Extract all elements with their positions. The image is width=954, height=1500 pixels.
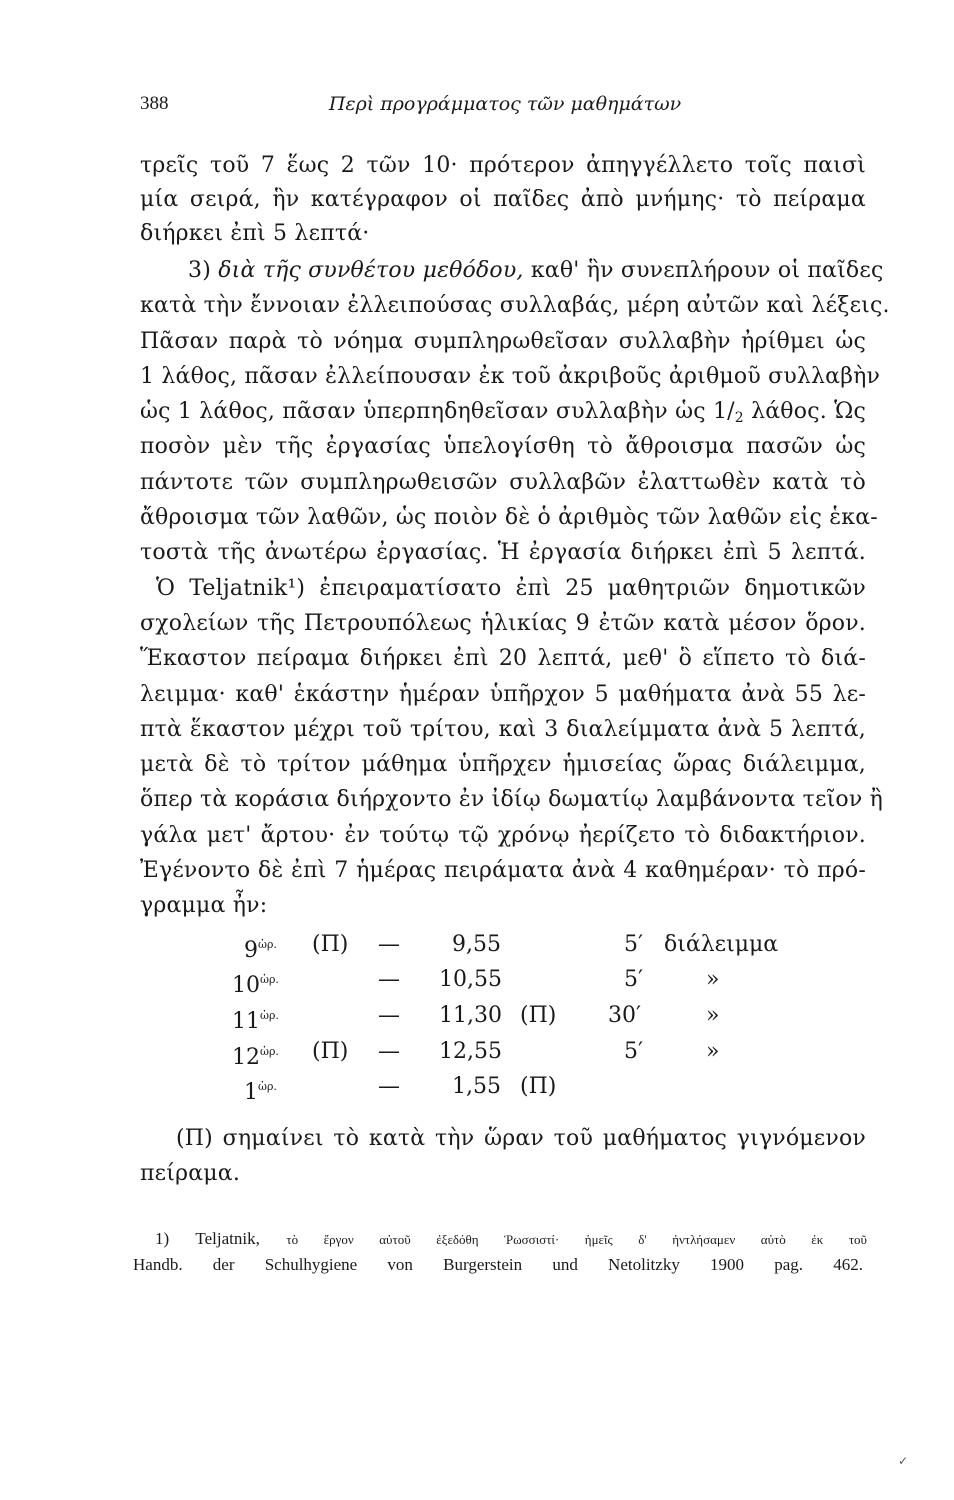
- schedule-hour: $12^{ὡ\rho.}$: [232, 1045, 279, 1070]
- body-line-17: πτὰ ἕκαστον μέχρι τοῦ τρίτου, καὶ 3 διαλείμματα ἀνὰ 5 λεπτά,: [140, 717, 866, 742]
- schedule-time: 12,55: [439, 1039, 502, 1064]
- legend-line-2: πείραμα.: [140, 1161, 241, 1186]
- fraction-num: 1: [712, 399, 728, 424]
- corner-mark: ✓: [898, 1454, 909, 1468]
- schedule-hour: $9^{ὡ\rho.}$: [244, 938, 277, 963]
- body-line-11: ἄθροισμα τῶν λαθῶν, ὡς ποιὸν δὲ ὁ ἀριθμὸς τῶν λαθῶν εἰς ἑκα-: [140, 505, 878, 530]
- schedule-dash: —: [378, 1074, 400, 1099]
- body-line-22: γραμμα ἦν:: [140, 893, 268, 918]
- footnote-line-1: [155, 1226, 867, 1252]
- page-number: 388: [140, 93, 169, 114]
- method-name: διὰ τῆς συνθέτου μεθόδου,: [218, 258, 524, 283]
- body-line-4: [188, 254, 884, 288]
- schedule-hour: $1^{ὡ\rho.}$: [244, 1080, 277, 1105]
- body-line-15: Ἕκαστον πείραμα διήρκει ἐπὶ 20 λεπτά, μεθ' ὃ εἵπετο τὸ διά-: [140, 646, 866, 671]
- item-text: καθ' ἣν συνεπλήρουν οἱ παῖδες: [523, 258, 884, 283]
- schedule-mark: (Π): [520, 1003, 557, 1028]
- fraction-half: [713, 399, 744, 424]
- body-line-7: 1 λάθος, πᾶσαν ἐλλείπουσαν ἐκ τοῦ ἀκριβοῦς ἀριθμοῦ συλλαβὴν: [140, 364, 881, 389]
- body-line-1: τρεῖς τοῦ 7 ἕως 2 τῶν 10· πρότερον ἀπηγγέλλετο τοῖς παισὶ: [140, 153, 866, 178]
- body-line-21: Ἐγένοντο δὲ ἐπὶ 7 ἡμέρας πειράματα ἀνὰ 4 καθημέραν· τὸ πρό-: [140, 858, 866, 883]
- schedule-dash: —: [378, 1039, 400, 1064]
- footnote-marker: 1) Teljatnik,: [155, 1229, 260, 1248]
- footnote-line-2: Handb. der Schulhygiene von Burgerstein und Netolitzky 1900 pag. 462.: [133, 1255, 863, 1274]
- schedule-break: 5′: [624, 1039, 643, 1064]
- body-line-3: διήρκει ἐπὶ 5 λεπτά·: [140, 221, 370, 246]
- body-line-16: λειμμα· καθ' ἑκάστην ἡμέραν ὑπῆρχον 5 μαθήματα ἀνὰ 55 λε-: [140, 682, 866, 707]
- body-line-19: ὅπερ τὰ κοράσια διήρχοντο ἐν ἰδίῳ δωματίῳ λαμβάνοντα τεῖον ἢ: [140, 787, 884, 812]
- legend-line-1: (Π) σημαίνει τὸ κατὰ τὴν ὥραν τοῦ μαθήματος γιγνόμενον: [176, 1126, 866, 1151]
- schedule-time: 11,30: [439, 1003, 502, 1028]
- running-title: Περὶ προγράμματος τῶν μαθημάτων: [328, 93, 682, 115]
- schedule-hour: $11^{ὡ\rho.}$: [232, 1009, 279, 1034]
- fraction-slash: /: [727, 399, 735, 424]
- body-line-9: ποσὸν μὲν τῆς ἐργασίας ὑπελογίσθη τὸ ἄθροισμα πασῶν ὡς: [140, 434, 866, 459]
- schedule-break: 30′: [608, 1003, 641, 1028]
- page-header: [140, 93, 870, 123]
- line-8-text: ὡς 1 λάθος, πᾶσαν ὑπερπηδηθεῖσαν συλλαβὴν ὡς: [140, 399, 713, 424]
- body-line-10: πάντοτε τῶν συμπληρωθεισῶν συλλαβῶν ἐλαττωθὲν κατὰ τὸ: [140, 470, 866, 495]
- schedule-dash: —: [378, 932, 400, 957]
- body-line-20: γάλα μετ' ἄρτου· ἐν τούτῳ τῷ χρόνῳ ἠερίζετο τὸ διδακτήριον.: [140, 823, 866, 848]
- item-number: 3): [188, 258, 219, 283]
- footnote-greek: τὸ ἔργον αὐτοῦ ἐξεδόθη Ῥωσσιστί· ἡμεῖς δ' ἠντλήσαμεν αὐτὸ ἐκ τοῦ: [286, 1232, 867, 1247]
- body-line-14: σχολείων τῆς Πετρουπόλεως ἡλικίας 9 ἐτῶν κατὰ μέσον ὅρον.: [140, 611, 866, 636]
- schedule-mark: (Π): [312, 1039, 349, 1064]
- schedule-kind: »: [706, 1039, 720, 1064]
- schedule-mark: (Π): [520, 1074, 557, 1099]
- body-line-12: τοστὰ τῆς ἀνωτέρω ἐργασίας. Ἡ ἐργασία διήρκει ἐπὶ 5 λεπτά.: [140, 540, 866, 565]
- schedule-break: 5′: [624, 932, 643, 957]
- body-line-13: Ὁ Teljatnik¹) ἐπειραματίσατο ἐπὶ 25 μαθητριῶν δημοτικῶν: [156, 576, 866, 601]
- schedule-dash: —: [378, 1003, 400, 1028]
- schedule-time: 10,55: [439, 967, 502, 992]
- body-line-8: [140, 395, 866, 429]
- body-line-2: μία σειρά, ἣν κατέγραφον οἱ παῖδες ἀπὸ μνήμης· τὸ πείραμα: [140, 187, 866, 212]
- fraction-den: 2: [734, 410, 744, 426]
- schedule-kind: διάλειμμα: [664, 932, 779, 957]
- line-8-end: λάθος. Ὡς: [743, 399, 866, 424]
- schedule-kind: »: [706, 1003, 720, 1028]
- body-line-18: μετὰ δὲ τὸ τρίτον μάθημα ὑπῆρχεν ἡμισείας ὥρας διάλειμμα,: [140, 752, 866, 777]
- body-line-5: κατὰ τὴν ἔννοιαν ἐλλειπούσας συλλαβάς, μέρη αὐτῶν καὶ λέξεις.: [140, 293, 890, 318]
- schedule-break: 5′: [624, 967, 643, 992]
- schedule-kind: »: [706, 967, 720, 992]
- schedule-time: 1,55: [452, 1074, 501, 1099]
- schedule-mark: (Π): [312, 932, 349, 957]
- body-line-6: Πᾶσαν παρὰ τὸ νόημα συμπληρωθεῖσαν συλλαβὴν ἠρίθμει ὡς: [140, 329, 866, 354]
- schedule-dash: —: [378, 967, 400, 992]
- schedule-time: 9,55: [452, 932, 501, 957]
- schedule-hour: $10^{ὡ\rho.}$: [232, 973, 279, 998]
